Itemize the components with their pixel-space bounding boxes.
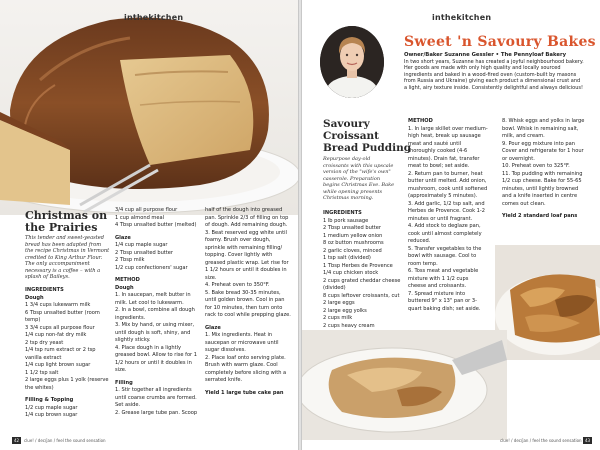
method-step: 11. Top pudding with remaining 1/2 cup cheese. Bake for 55-65 minutes, until lightly browned and a knife inserted in centre comes out clean.: [502, 170, 583, 207]
ingredient-item: 1/4 cup chicken stock: [323, 270, 379, 276]
method-step: 7. Spread mixture into buttered 9" x 13" pan or 3-quart baking dish; set aside.: [408, 290, 481, 312]
method-glaze-heading: Glaze: [205, 324, 221, 331]
left-intro: This tender and sweet-yeasted bread has been adapted from the recipe Christmas in Vermont credited to King Arthur Flour. The only accompaniment necessary is a coffee – with a splash of Baileys.: [25, 235, 110, 280]
method-step: half of the dough into greased pan. Sprinkle 2/3 of filling on top of dough. Add remaining dough.: [205, 207, 289, 228]
bio-text: In two short years, Suzanne has created a joyful neighbourhood bakery. Her goods are made with only high quality and locally sourced ingredients and baked in a wood-fired oven (custom-built by masons from Russia and Ukraine) giving each product a dimensional crust and a light, airy texture inside. Consistently delightful and always delicious!: [404, 58, 584, 91]
method-step: 3. Mix by hand, or using mixer, until dough is soft, shiny, and slightly sticky.: [115, 322, 195, 343]
left-title-line2: the Prairies: [25, 221, 98, 234]
left-col2: [115, 207, 201, 417]
page-number: 42: [14, 438, 20, 443]
ingredient-item: 1/4 tsp rum extract or 2 tsp vanilla extract: [25, 347, 96, 361]
ingredient-item: 1 3/4 cups lukewarm milk: [25, 302, 91, 308]
right-col1: [323, 210, 403, 330]
ingredient-item: 8 oz button mushrooms: [323, 240, 384, 246]
left-col1: [25, 287, 110, 420]
bread-pudding-bottom-illustration: [302, 330, 507, 440]
baker-portrait: [320, 26, 384, 98]
ingredient-item: 1 cup almond meal: [115, 214, 165, 221]
ingredient-item: 1 Tbsp Herbes de Provence: [323, 262, 393, 269]
ingredient-item: 6 Tbsp unsalted butter (room temp): [25, 309, 100, 323]
ingredient-item: 3/4 cup all purpose flour: [115, 207, 178, 213]
right-intro: Repurpose day-old croissants with this upscale version of the "wife's own" casserole. Preparation begins Christmas Eve. Bake while opening presents Christmas morning.: [323, 156, 395, 201]
right-title-line3: Bread Pudding: [323, 142, 412, 154]
yield-line: Yield 1 large tube cake pan: [205, 389, 284, 396]
ingredient-item: 1/2 cup maple sugar: [25, 404, 78, 411]
ingredient-item: 1 1/2 tsp salt: [25, 369, 59, 376]
left-title-line1: Christmas on: [25, 209, 108, 222]
method-step: 6. Toss meat and vegetable mixture with 1 1/2 cups cheese and croissants.: [408, 268, 479, 289]
ingredient-item: 1 lb pork sausage: [323, 217, 369, 224]
ingredient-item: 1/4 cup light brown sugar: [25, 362, 91, 368]
left-recipe-title: [25, 210, 107, 234]
bread-pudding-photo-bottom: [302, 330, 507, 440]
method-step: 2. Grease large tube pan. Scoop: [115, 409, 198, 416]
method-step: 4. Place dough in a lightly greased bowl. Allow to rise for 1 1/2 hours or until it doubles in size.: [115, 344, 198, 373]
method-step: 2. Place loaf onto serving plate. Brush with warm glaze. Cool completely before slicing with a serrated knife.: [205, 354, 287, 383]
method-step: 1. Stir together all ingredients until coarse crumbs are formed. Set aside.: [115, 387, 197, 408]
left-col3: [205, 207, 291, 397]
filling-heading: Filling & Topping: [25, 397, 74, 403]
left-page: [0, 0, 298, 450]
glaze-heading: Glaze: [115, 234, 131, 241]
right-title-line1: Savoury: [323, 118, 370, 130]
ingredient-item: 1 medium yellow onion: [323, 232, 383, 239]
right-kicker: inthekitchen: [432, 13, 492, 22]
page-number: 43: [585, 438, 591, 443]
method-heading: METHOD: [115, 277, 140, 283]
baker-portrait-illustration: [320, 26, 384, 98]
ingredient-item: 3 3/4 cups all purpose flour: [25, 324, 95, 331]
ingredient-item: 2 large eggs: [323, 300, 355, 306]
bundt-cake-photo: [0, 0, 298, 215]
ingredient-item: 2 Tbsp milk: [115, 257, 145, 263]
method-step: 5. Transfer vegetables to the bowl with sausage. Cool to room temp.: [408, 245, 482, 267]
method-step: 9. Pour egg mixture into pan Cover and refrigerate for 1 hour or overnight.: [502, 140, 584, 162]
method-step: 2. Return pan to burner, heat butter until melted. Add onion, mushroom, cook until softened (approximately 5 minutes).: [408, 170, 488, 199]
method-step: 4. Preheat oven to 350°F.: [205, 282, 270, 288]
brand-title: Sweet 'n Savoury Bakes: [404, 34, 596, 50]
method-step: 2. In a bowl, combine all dough ingredients.: [115, 307, 195, 321]
ingredients-heading: INGREDIENTS: [323, 210, 362, 216]
right-title-line2: Croissant: [323, 130, 379, 142]
method-step: 8. Whisk eggs and yolks in large bowl. Whisk in remaining salt, milk, and cream.: [502, 118, 585, 139]
method-step: 10. Preheat oven to 325°F.: [502, 163, 570, 169]
page-footer: clue! / dec/jan / feel the sound sensation: [24, 438, 106, 443]
dough-heading: Dough: [25, 294, 44, 301]
ingredient-item: 2 garlic cloves, minced: [323, 247, 382, 254]
method-filling-heading: Filling: [115, 379, 133, 386]
left-kicker: inthekitchen: [124, 13, 184, 22]
ingredient-item: 4 Tbsp unsalted butter (melted): [115, 222, 197, 228]
bread-pudding-right-illustration: [495, 245, 600, 360]
bread-pudding-photo-right: [495, 245, 600, 360]
method-step: 1. In large skillet over medium-high heat, break up sausage meat and sauté until thoroughly cooked (4-6 minutes). Drain fat, transfer meat to bowl; set aside.: [408, 125, 488, 169]
ingredient-item: 1 tsp salt (divided): [323, 255, 371, 261]
right-recipe-title: [323, 118, 411, 154]
right-col2: [408, 118, 488, 313]
ingredient-item: 1/4 cup maple sugar: [115, 242, 168, 248]
method-heading: METHOD: [408, 118, 433, 124]
ingredient-item: 2 Tbsp unsalted butter: [323, 225, 382, 231]
method-step: 5. Bake bread 30-35 minutes, until golden brown. Cool in pan for 10 minutes, then turn onto rack to cool while prepping glaze.: [205, 289, 291, 318]
ingredient-item: 8 cups leftover croissants, cut: [323, 292, 400, 299]
ingredient-item: 2 cups heavy cream: [323, 322, 375, 329]
method-step: 4. Add stock to deglaze pan, cook until almost completely reduced.: [408, 223, 482, 244]
method-step: 1. In saucepan, melt butter in milk. Let cool to lukewarm.: [115, 292, 191, 306]
right-col3: [502, 118, 586, 221]
owner-line: Owner/Baker Suzanne Gessler • The Pennyloaf Bakery: [404, 52, 567, 58]
method-step: 1. Mix ingredients. Heat in saucepan or microwave until sugar dissolves.: [205, 332, 279, 353]
ingredient-item: 1/2 cup confectioners' sugar: [115, 264, 188, 271]
ingredient-item: 1/4 cup brown sugar: [25, 412, 78, 418]
ingredient-item: 2 Tbsp unsalted butter: [115, 249, 174, 256]
ingredient-item: 2 tsp dry yeast: [25, 339, 64, 346]
method-step: 3. Beat reserved egg white until foamy. Brush over dough, sprinkle with remaining filling/ topping. Cover lightly with greased plastic wrap. Let rise for 1 1/2 hours or until it doubles in size.: [205, 229, 289, 281]
ingredient-item: 1/4 cup non-fat dry milk: [25, 332, 87, 338]
baker-bio: [404, 52, 584, 92]
ingredients-heading: INGREDIENTS: [25, 287, 64, 293]
ingredient-item: 2 large egg yolks: [323, 307, 367, 314]
page-footer: clue! / dec/jan / feel the sound sensation: [500, 438, 582, 443]
bundt-cake-illustration: [0, 0, 298, 215]
method-dough-heading: Dough: [115, 284, 134, 291]
ingredient-item: 2 large eggs plus 1 yolk (reserve the whites): [25, 377, 109, 391]
ingredient-item: 2 cups grated cheddar cheese (divided): [323, 277, 401, 291]
yield-line: Yield 2 standard loaf pans: [502, 213, 578, 219]
ingredient-item: 2 cups milk: [323, 315, 353, 321]
method-step: 3. Add garlic, 1/2 tsp salt, and Herbes de Provence. Cook 1-2 minutes or until fragrant.: [408, 200, 485, 222]
